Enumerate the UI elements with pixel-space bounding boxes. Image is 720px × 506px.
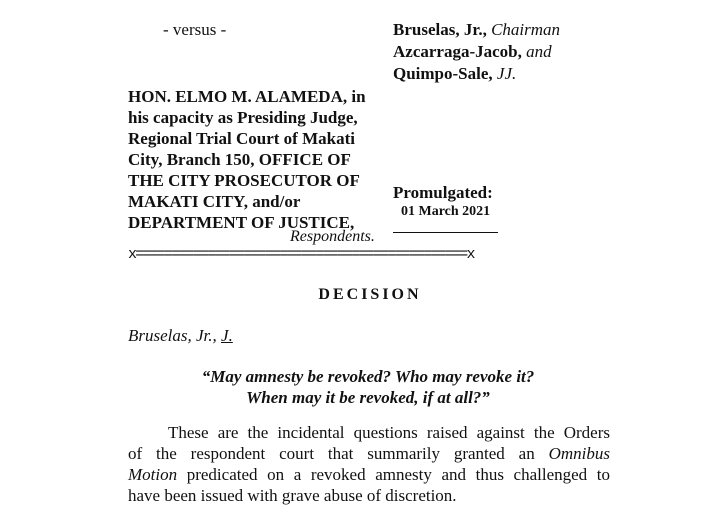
body-line-3-text: predicated on a revoked amnesty and thus challenged to [186,465,610,484]
panel-line-member-1 [393,42,552,62]
decision-heading: DECISION [318,286,422,303]
respondent-caption-line: HON. ELMO M. ALAMEDA, in [128,87,366,106]
ponente-name: Bruselas, Jr., [128,326,217,345]
panel-name-member-1: Azcarraga-Jacob, [393,42,522,61]
panel-role-chairman: Chairman [491,20,561,39]
body-line-2 [128,443,610,464]
panel-line-member-2 [393,64,516,84]
respondent-caption-line: MAKATI CITY, and/or [128,192,301,211]
body-line-3 [128,464,610,485]
panel-line-chairman [393,20,560,40]
body-italic-motion: Motion [128,465,178,484]
respondent-caption-line: his capacity as Presiding Judge, [128,108,358,127]
body-italic-omnibus: Omnibus [548,444,611,463]
panel-conjunction: and [526,42,552,61]
caption-separator: x==============================================x [128,246,474,263]
promulgation-signature-line [393,232,498,233]
promulgated-date: 01 March 2021 [401,204,491,219]
body-paragraph [128,422,610,506]
body-line-1: These are the incidental questions raised against the Orders [168,423,610,442]
ponente-line [128,326,233,346]
versus-label: - versus - [163,20,227,39]
ponente-initial: J. [221,326,233,345]
respondent-caption-line: City, Branch 150, OFFICE OF [128,150,351,169]
promulgated-label: Promulgated: [393,183,493,202]
respondent-caption-line: DEPARTMENT OF JUSTICE, [128,213,355,232]
respondents-label: Respondents. [290,228,375,245]
panel-role-justices: JJ. [496,64,517,83]
panel-name-member-2: Quimpo-Sale, [393,64,493,83]
respondent-caption-line: THE CITY PROSECUTOR OF [128,171,360,190]
panel-name-chairman: Bruselas, Jr., [393,20,487,39]
epigraph-line-1: “May amnesty be revoked? Who may revoke it? [201,367,535,386]
epigraph-line-2: When may it be revoked, if at all?” [246,388,490,407]
body-line-4: have been issued with grave abuse of discretion. [128,486,457,505]
body-line-2-text: of the respondent court that summarily granted an [128,444,535,463]
respondent-caption-line: Regional Trial Court of Makati [128,129,355,148]
